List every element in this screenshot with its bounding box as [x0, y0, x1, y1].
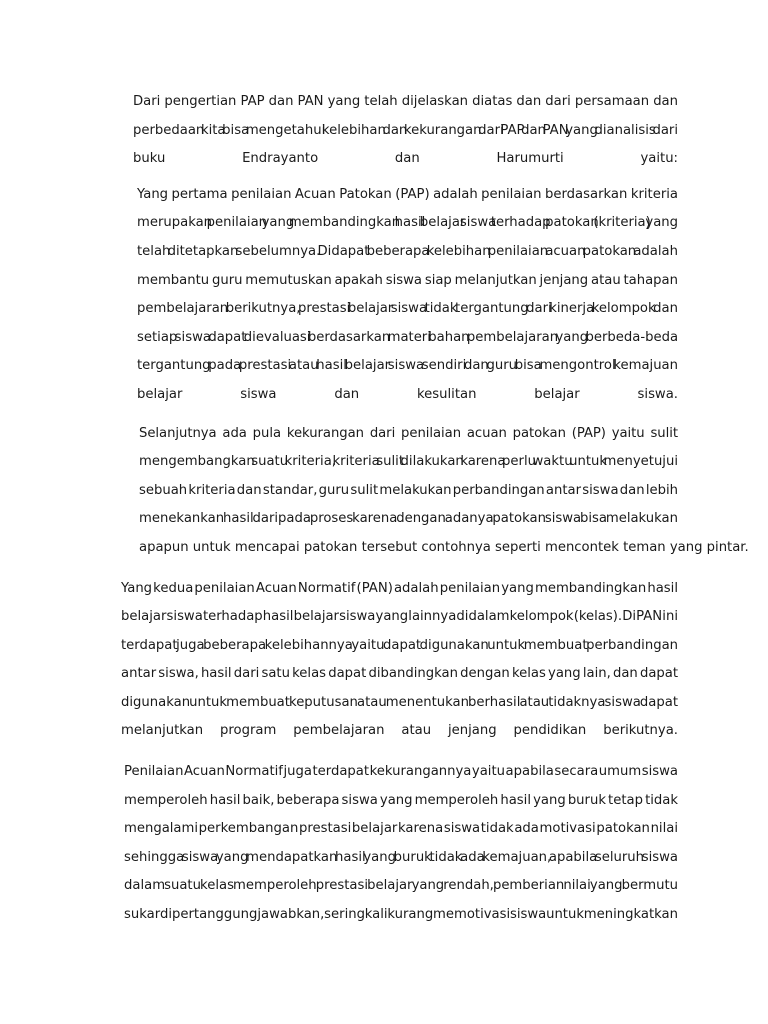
paragraph-pap-advantages [90, 181, 678, 410]
text-line: belajar siswa dan kesulitan belajar siswa. [137, 386, 678, 402]
text-line: melanjutkan program pembelajaran atau jenjang pendidikan berikutnya. [121, 723, 678, 739]
text-line: pembelajaran berikutnya, prestasi belajar siswa tidak tergantung dari kinerja kelompok dan [137, 301, 678, 317]
text-line: mengembangkan suatu kriteria, kriteria sulit dilakukan karena perlu waktu untuk menyetujui [139, 454, 678, 470]
text-line: menekankan hasil daripada proses karena dengan adanya patokan siswa bisa melakukan [139, 511, 678, 527]
paragraph-intro [90, 88, 678, 174]
text-line: terdapat juga beberapa kelebihannya yaitu dapat digunakan untuk membuat perbandingan [121, 637, 679, 653]
text-line: sebuah kriteria dan standar, guru sulit melakukan perbandingan antar siswa dan lebih [139, 482, 679, 498]
text-line: apapun untuk mencapai patokan tersebut contohnya seperti mencontek teman yang pintar. [139, 539, 749, 555]
text-line: setiap siswa dapat dievaluasi berdasarkan materi bahan pembelajaran yang berbeda-beda [137, 329, 679, 345]
text-line: tergantung pada prestasi atau hasil belajar siswa sendiri dan guru bisa mengontrol kemajuan [137, 358, 678, 374]
text-line: Dari pengertian PAP dan PAN yang telah dijelaskan diatas dan dari persamaan dan [133, 94, 678, 109]
text-line: telah ditetapkan sebelumnya. Didapat beberapa kelebihan penilaian acuan patokan adalah [137, 243, 678, 259]
paragraph-pap-disadvantages [90, 420, 749, 563]
paragraph-pan-advantages [90, 575, 678, 747]
text-line: membantu guru memutuskan apakah siswa siap melanjutkan jenjang atau tahapan [137, 272, 678, 288]
text-line: memperoleh hasil baik, beberapa siswa yang memperoleh hasil yang buruk tetap tidak [124, 792, 678, 808]
text-line: mengalami perkembangan prestasi belajar karena siswa tidak ada motivasi patokan nilai [124, 821, 679, 837]
text-line: buku Endrayanto dan Harumurti yaitu: [133, 151, 678, 167]
text-line: Yang pertama penilaian Acuan Patokan (PAP) adalah penilaian berdasarkan kriteria [137, 186, 678, 202]
text-line: Selanjutnya ada pula kekurangan dari penilaian acuan patokan (PAP) yaitu sulit [139, 425, 678, 441]
text-line: dalam suatu kelas memperoleh prestasi belajar yang rendah, pemberian nilai yang bermutu [124, 878, 678, 894]
text-line: antar siswa, hasil dari satu kelas dapat dibandingkan dengan kelas yang lain, dan dapat [121, 666, 679, 682]
text-line: belajar siswa terhadap hasil belajar siswa yang lainnya didalam kelompok (kelas). Di PAN ini [121, 609, 678, 625]
text-line: sukar dipertanggungjawabkan, sering kali kurang memotivasi siswa untuk meningkatkan [124, 907, 678, 923]
text-line: Yang kedua penilaian Acuan Normatif (PAN) adalah penilaian yang membandingkan hasil [121, 580, 678, 596]
text-line: sehingga siswa yang mendapatkan hasil yang buruk tidak ada kemajuan, apabila seluruh siswa [124, 849, 678, 865]
text-line: merupakan penilaian yang membandingkan hasil belajar siswa terhadap patokan (kriteria) yang [137, 215, 679, 231]
text-line: digunakan untuk membuat keputusan atau menentukan berhasil atau tidaknya siswa dapat [121, 694, 678, 710]
paragraph-pan-disadvantages [90, 758, 678, 930]
text-line: perbedaan kita bisa mengetahui kelebihan dan kekurangan dari PAP dan PAN yang dianalisis dari [133, 122, 678, 138]
text-line: Penilaian Acuan Normatif juga terdapat kekurangannya yaitu apabila secara umum siswa [124, 764, 678, 780]
document-page [90, 88, 749, 930]
